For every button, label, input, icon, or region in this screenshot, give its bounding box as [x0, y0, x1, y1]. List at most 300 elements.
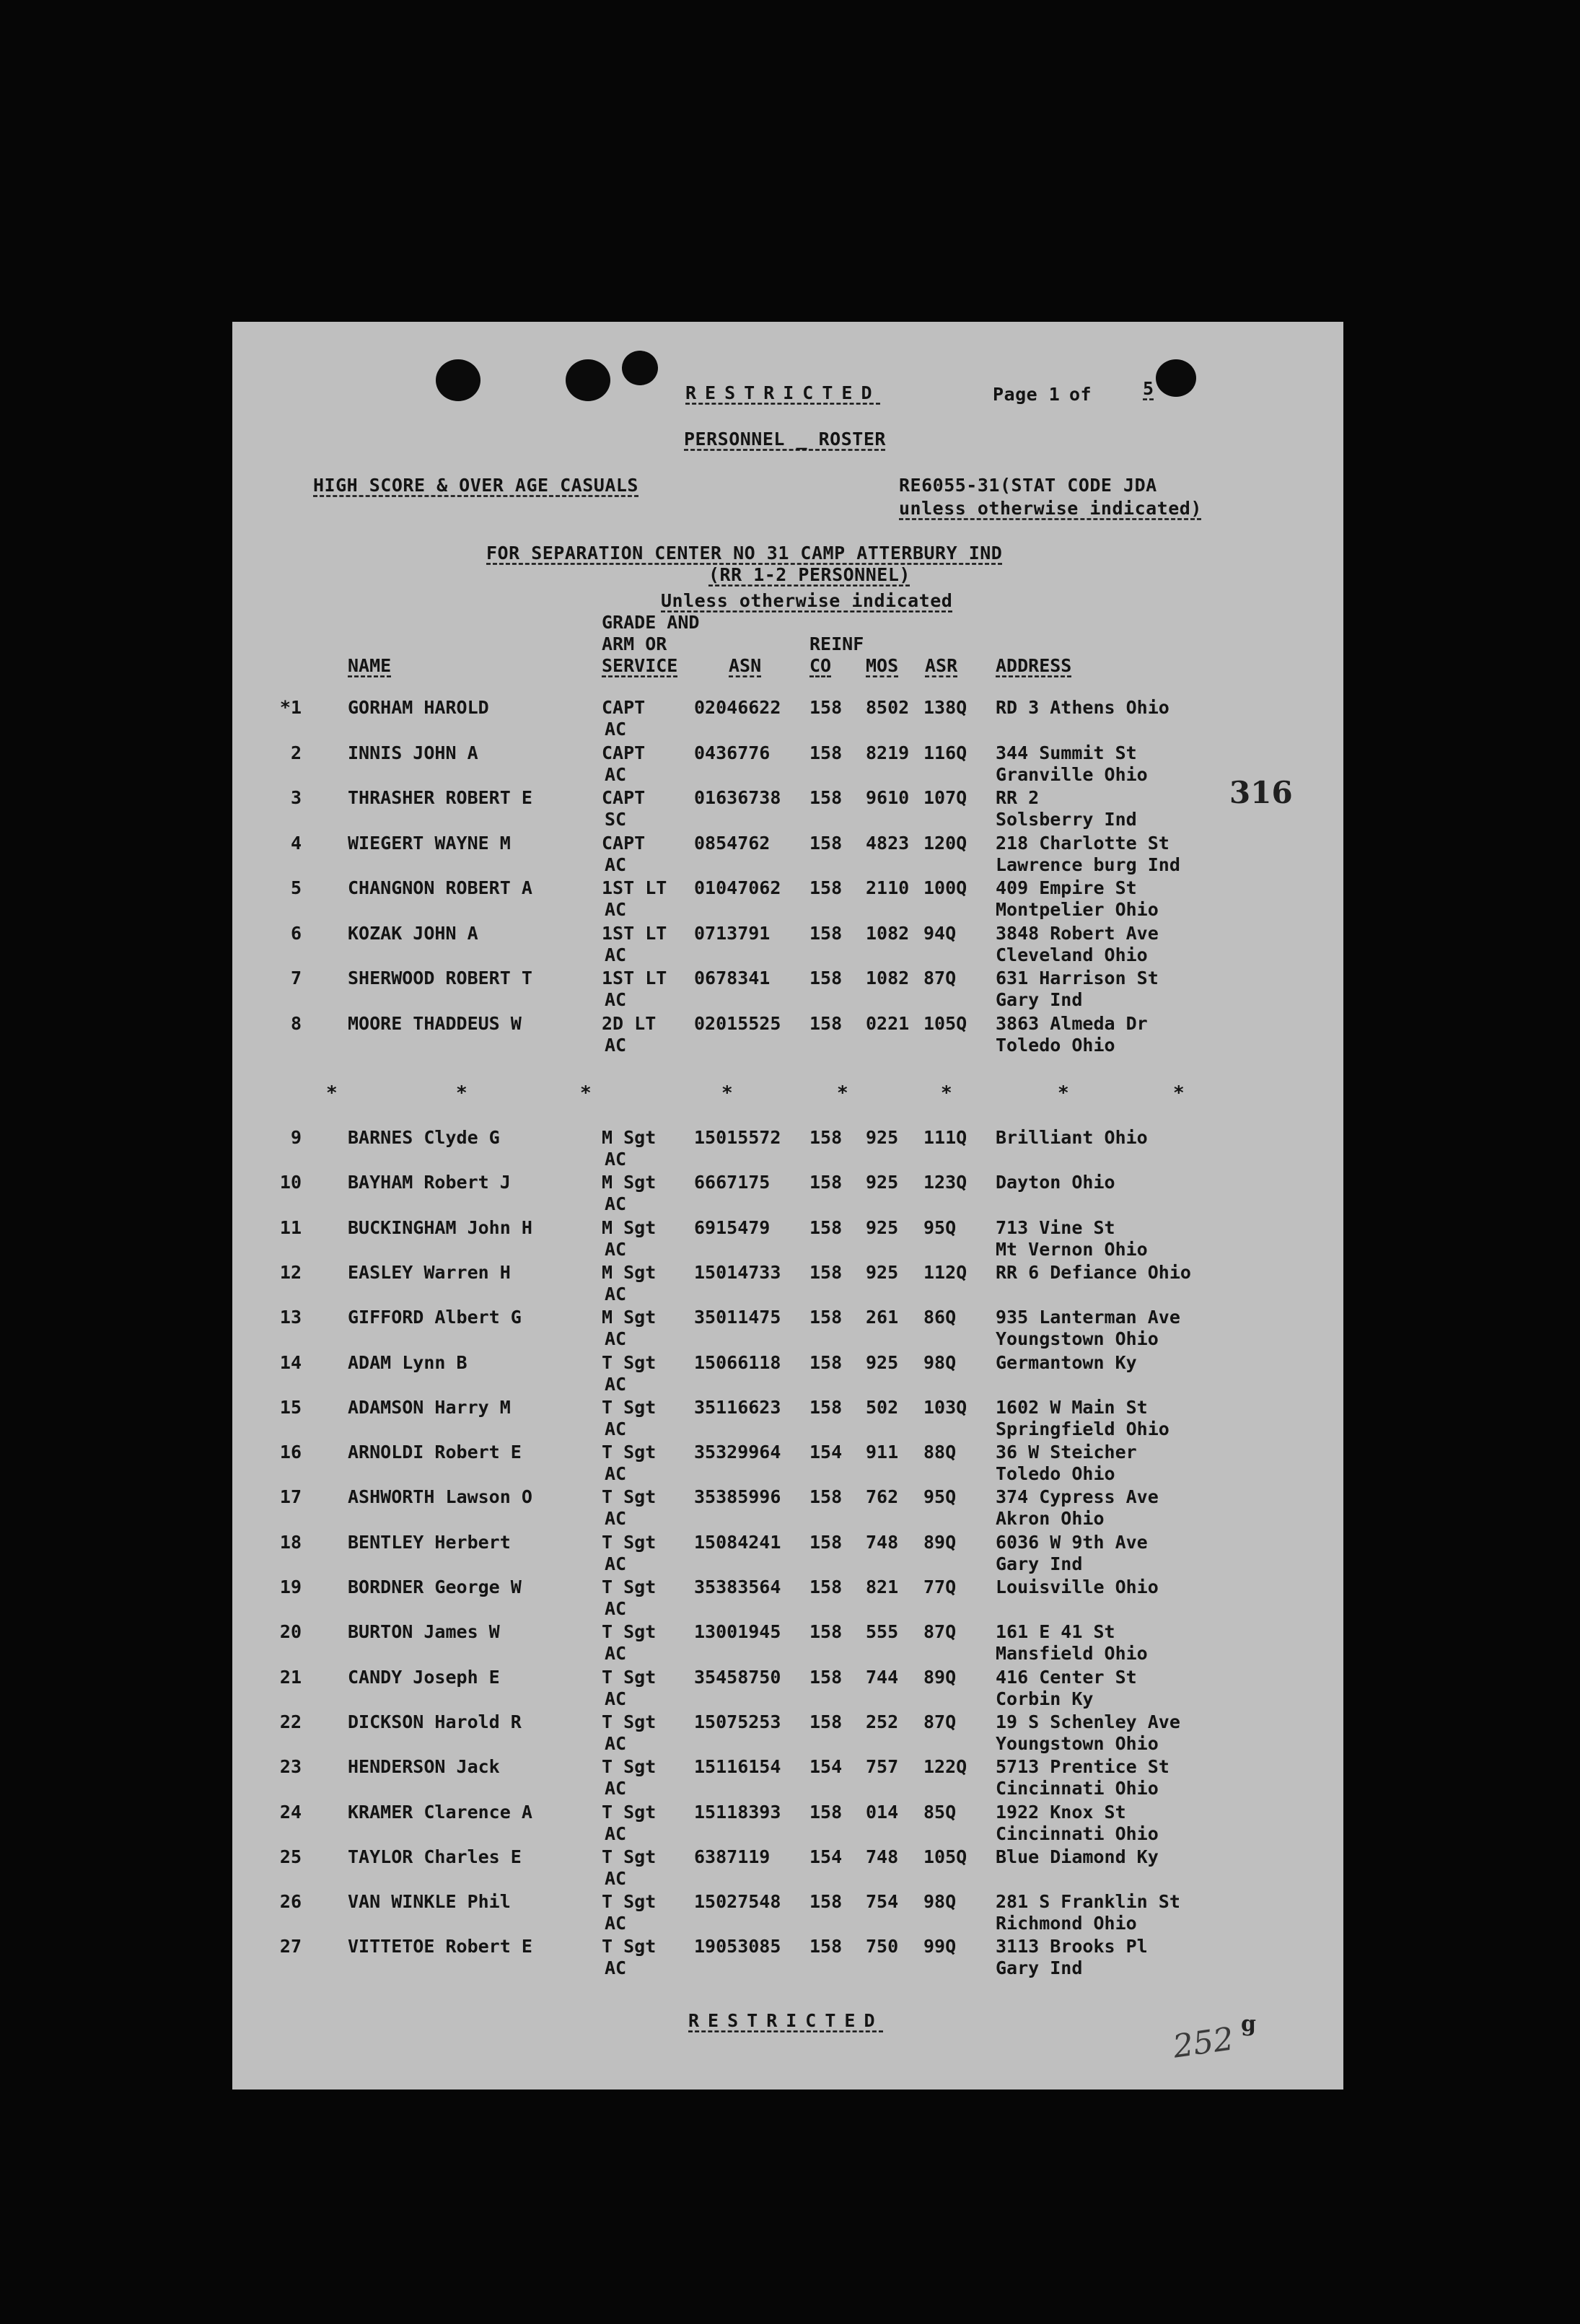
row-reinf-co: 154: [809, 1846, 843, 1867]
row-address-line-2: Mt Vernon Ohio: [996, 1238, 1148, 1260]
row-asn: 0678341: [694, 968, 771, 988]
row-name: ARNOLDI Robert E: [348, 1442, 522, 1463]
row-asr: 98Q: [923, 1351, 957, 1373]
row-asn: 6667175: [694, 1172, 771, 1193]
row-name: GORHAM HAROLD: [348, 697, 489, 718]
row-asr: 112Q: [923, 1261, 967, 1283]
column-header-grade-line: SERVICE: [602, 655, 678, 676]
row-arm-service: AC: [605, 944, 627, 965]
table-row: [232, 1667, 1343, 1711]
row-address-line-2: Montpelier Ohio: [996, 899, 1159, 920]
row-address-line-2: Gary Ind: [996, 989, 1083, 1010]
row-reinf-co: 158: [809, 1261, 843, 1283]
row-address-line-1: Brilliant Ohio: [996, 1127, 1148, 1148]
table-row: [232, 1262, 1343, 1307]
row-grade: CAPT: [602, 742, 646, 763]
row-asr: 89Q: [923, 1531, 957, 1553]
row-name: EASLEY Warren H: [348, 1261, 511, 1283]
row-address-line-1: 19 S Schenley Ave: [996, 1711, 1180, 1732]
row-asr: 100Q: [923, 877, 967, 898]
row-reinf-co: 158: [809, 1172, 843, 1193]
row-name: BURTON James W: [348, 1621, 500, 1643]
row-name: GIFFORD Albert G: [348, 1307, 522, 1328]
row-arm-service: AC: [605, 1193, 627, 1215]
row-asr: 87Q: [923, 1711, 957, 1732]
row-reinf-co: 158: [809, 1801, 843, 1823]
row-mos: 8219: [866, 742, 910, 763]
row-number: 2: [290, 742, 302, 763]
row-grade: T Sgt: [602, 1891, 657, 1913]
row-mos: 1082: [866, 968, 910, 988]
row-asn: 15075253: [694, 1711, 781, 1732]
row-mos: 9610: [866, 787, 910, 808]
destination-line-1: FOR SEPARATION CENTER NO 31 CAMP ATTERBURY IND: [486, 543, 1003, 564]
row-address-line-2: Toledo Ohio: [996, 1463, 1115, 1485]
row-reinf-co: 158: [809, 1351, 843, 1373]
row-name: BENTLEY Herbert: [348, 1531, 511, 1553]
row-arm-service: AC: [605, 1732, 627, 1754]
row-grade: 1ST LT: [602, 922, 667, 944]
row-asr: 95Q: [923, 1216, 957, 1238]
row-address-line-2: Toledo Ohio: [996, 1034, 1115, 1056]
row-arm-service: AC: [605, 1463, 627, 1485]
row-mos: 261: [866, 1307, 899, 1328]
row-arm-service: AC: [605, 854, 627, 875]
row-name: CHANGNON ROBERT A: [348, 877, 532, 898]
table-row: [232, 1013, 1343, 1058]
table-row: [232, 1307, 1343, 1351]
row-asr: 103Q: [923, 1396, 967, 1418]
row-asn: 15014733: [694, 1261, 781, 1283]
row-asr: 77Q: [923, 1577, 957, 1597]
row-reinf-co: 158: [809, 1216, 843, 1238]
restricted-header: RESTRICTED: [685, 382, 881, 403]
row-address-line-1: 36 W Steicher: [996, 1442, 1137, 1463]
table-row: [232, 1172, 1343, 1216]
row-mos: 0221: [866, 1012, 910, 1034]
row-asn: 02015525: [694, 1012, 781, 1034]
row-arm-service: AC: [605, 1598, 627, 1619]
row-reinf-co: 158: [809, 1891, 843, 1913]
row-address-line-1: 1922 Knox St: [996, 1801, 1126, 1823]
row-asr: 88Q: [923, 1442, 957, 1463]
row-grade: M Sgt: [602, 1216, 657, 1238]
row-grade: 1ST LT: [602, 877, 667, 898]
row-arm-service: AC: [605, 1238, 627, 1260]
row-asr: 94Q: [923, 922, 957, 944]
row-arm-service: AC: [605, 899, 627, 920]
row-reinf-co: 158: [809, 968, 843, 988]
column-header-grade-line: GRADE AND: [602, 612, 700, 633]
row-asr: 111Q: [923, 1127, 967, 1148]
row-name: VITTETOE Robert E: [348, 1936, 532, 1957]
row-mos: 748: [866, 1531, 899, 1553]
row-asr: 138Q: [923, 697, 967, 718]
row-address-line-1: 1602 W Main St: [996, 1396, 1148, 1418]
row-grade: 1ST LT: [602, 968, 667, 988]
row-number: 10: [279, 1172, 302, 1193]
separator-asterisk: *: [721, 1082, 733, 1104]
row-name: SHERWOOD ROBERT T: [348, 968, 532, 988]
row-reinf-co: 158: [809, 1711, 843, 1732]
row-address-line-2: Mansfield Ohio: [996, 1643, 1148, 1665]
column-header-asr: ASR: [925, 655, 958, 676]
separator-asterisk: *: [837, 1082, 848, 1104]
table-row: [232, 1756, 1343, 1801]
row-address-line-1: Dayton Ohio: [996, 1172, 1115, 1193]
row-asn: 35011475: [694, 1307, 781, 1328]
separator-asterisk: *: [326, 1082, 338, 1104]
separator-asterisk: *: [456, 1082, 468, 1104]
row-asn: 01047062: [694, 877, 781, 898]
table-row: [232, 1397, 1343, 1442]
row-reinf-co: 158: [809, 1396, 843, 1418]
row-name: ASHWORTH Lawson O: [348, 1486, 532, 1508]
row-address-line-2: Gary Ind: [996, 1957, 1083, 1979]
row-asn: 13001945: [694, 1621, 781, 1643]
separator-asterisk: *: [1173, 1082, 1185, 1104]
table-row: [232, 742, 1343, 787]
row-name: ADAMSON Harry M: [348, 1396, 511, 1418]
row-number: 14: [279, 1351, 302, 1373]
row-mos: 2110: [866, 877, 910, 898]
column-header-reinf-line: CO: [809, 655, 832, 676]
row-reinf-co: 154: [809, 1756, 843, 1778]
table-row: [232, 833, 1343, 877]
row-asr: 87Q: [923, 1621, 957, 1643]
page-label: Page 1: [993, 384, 1061, 405]
row-asr: 105Q: [923, 1846, 967, 1867]
row-name: BORDNER George W: [348, 1577, 522, 1597]
row-reinf-co: 158: [809, 1577, 843, 1597]
row-arm-service: AC: [605, 1688, 627, 1709]
column-header-grade-line: ARM OR: [602, 633, 667, 654]
row-address-line-2: Gary Ind: [996, 1553, 1083, 1574]
table-row: [232, 1891, 1343, 1936]
row-address-line-2: Corbin Ky: [996, 1688, 1094, 1709]
row-number: 5: [290, 877, 302, 898]
row-mos: 925: [866, 1172, 899, 1193]
row-mos: 748: [866, 1846, 899, 1867]
row-asr: 95Q: [923, 1486, 957, 1508]
row-asn: 01636738: [694, 787, 781, 808]
table-row: [232, 1846, 1343, 1891]
row-arm-service: AC: [605, 719, 627, 740]
row-grade: M Sgt: [602, 1307, 657, 1328]
row-asr: 122Q: [923, 1756, 967, 1778]
order-line-2: unless otherwise indicated): [899, 498, 1202, 519]
row-number: 15: [279, 1396, 302, 1418]
row-arm-service: AC: [605, 1508, 627, 1530]
row-address-line-1: Germantown Ky: [996, 1351, 1137, 1373]
row-arm-service: AC: [605, 1553, 627, 1574]
row-number: 26: [279, 1891, 302, 1913]
row-grade: T Sgt: [602, 1577, 657, 1597]
table-row: [232, 923, 1343, 968]
row-asr: 107Q: [923, 787, 967, 808]
row-address-line-1: 631 Harrison St: [996, 968, 1159, 988]
row-number: *1: [279, 697, 302, 718]
row-mos: 252: [866, 1711, 899, 1732]
punch-hole: [566, 359, 610, 401]
table-row: [232, 1802, 1343, 1846]
row-asr: 89Q: [923, 1666, 957, 1688]
row-address-line-1: Blue Diamond Ky: [996, 1846, 1159, 1867]
row-number: 27: [279, 1936, 302, 1957]
handwritten-number: 252: [1170, 2020, 1237, 2066]
row-reinf-co: 158: [809, 697, 843, 718]
row-name: WIEGERT WAYNE M: [348, 832, 511, 854]
table-row: [232, 1442, 1343, 1486]
row-grade: T Sgt: [602, 1846, 657, 1867]
row-number: 11: [279, 1216, 302, 1238]
row-reinf-co: 158: [809, 1127, 843, 1148]
table-row: [232, 787, 1343, 832]
row-reinf-co: 158: [809, 1012, 843, 1034]
row-mos: 4823: [866, 832, 910, 854]
row-arm-service: AC: [605, 1823, 627, 1844]
row-address-line-1: 6036 W 9th Ave: [996, 1531, 1148, 1553]
row-number: 19: [279, 1577, 302, 1597]
row-mos: 757: [866, 1756, 899, 1778]
table-row: [232, 1127, 1343, 1172]
row-address-line-1: 416 Center St: [996, 1666, 1137, 1688]
row-address-line-1: 281 S Franklin St: [996, 1891, 1180, 1913]
row-address-line-1: 409 Empire St: [996, 877, 1137, 898]
table-row: [232, 1352, 1343, 1397]
restricted-footer: RESTRICTED: [688, 2010, 884, 2031]
row-asn: 02046622: [694, 697, 781, 718]
row-number: 17: [279, 1486, 302, 1508]
row-mos: 1082: [866, 922, 910, 944]
column-header-name: NAME: [348, 655, 392, 676]
row-address-line-1: 344 Summit St: [996, 742, 1137, 763]
row-asn: 15084241: [694, 1531, 781, 1553]
table-row: [232, 1621, 1343, 1666]
row-asn: 35383564: [694, 1577, 781, 1597]
row-name: BAYHAM Robert J: [348, 1172, 511, 1193]
row-address-line-2: Lawrence burg Ind: [996, 854, 1180, 875]
row-asn: 6387119: [694, 1846, 771, 1867]
row-address-line-1: 935 Lanterman Ave: [996, 1307, 1180, 1328]
row-grade: M Sgt: [602, 1261, 657, 1283]
table-row: [232, 1217, 1343, 1262]
row-name: BARNES Clyde G: [348, 1127, 500, 1148]
row-arm-service: AC: [605, 1778, 627, 1799]
order-line-1: RE6055-31(STAT CODE JDA: [899, 475, 1157, 496]
row-mos: 502: [866, 1396, 899, 1418]
row-asn: 6915479: [694, 1216, 771, 1238]
row-address-line-1: 3113 Brooks Pl: [996, 1936, 1148, 1957]
separator-asterisk: *: [1058, 1082, 1069, 1104]
row-reinf-co: 158: [809, 1936, 843, 1957]
row-asr: 116Q: [923, 742, 967, 763]
row-mos: 744: [866, 1666, 899, 1688]
casual-category: HIGH SCORE & OVER AGE CASUALS: [313, 475, 638, 496]
row-name: THRASHER ROBERT E: [348, 787, 532, 808]
row-address-line-1: RR 6 Defiance Ohio: [996, 1261, 1191, 1283]
row-asr: 105Q: [923, 1012, 967, 1034]
row-number: 3: [290, 787, 302, 808]
separator-asterisk: *: [941, 1082, 952, 1104]
row-number: 13: [279, 1307, 302, 1328]
row-name: HENDERSON Jack: [348, 1756, 500, 1778]
row-reinf-co: 154: [809, 1442, 843, 1463]
row-name: ADAM Lynn B: [348, 1351, 468, 1373]
row-address-line-2: Youngstown Ohio: [996, 1732, 1159, 1754]
row-asn: 15015572: [694, 1127, 781, 1148]
row-name: KRAMER Clarence A: [348, 1801, 532, 1823]
row-name: INNIS JOHN A: [348, 742, 478, 763]
row-address-line-2: Granville Ohio: [996, 763, 1148, 785]
row-name: CANDY Joseph E: [348, 1666, 500, 1688]
row-arm-service: AC: [605, 1643, 627, 1665]
row-arm-service: AC: [605, 1034, 627, 1056]
row-name: KOZAK JOHN A: [348, 922, 478, 944]
row-reinf-co: 158: [809, 877, 843, 898]
row-asr: 123Q: [923, 1172, 967, 1193]
table-row: [232, 1711, 1343, 1756]
row-arm-service: AC: [605, 989, 627, 1010]
row-arm-service: AC: [605, 1418, 627, 1439]
row-number: 9: [290, 1127, 302, 1148]
column-header-mos: MOS: [866, 655, 899, 676]
row-reinf-co: 158: [809, 922, 843, 944]
row-address-line-1: 713 Vine St: [996, 1216, 1115, 1238]
row-address-line-2: Solsberry Ind: [996, 809, 1137, 830]
row-mos: 925: [866, 1351, 899, 1373]
row-number: 24: [279, 1801, 302, 1823]
row-grade: CAPT: [602, 787, 646, 808]
row-arm-service: AC: [605, 1957, 627, 1979]
row-number: 7: [290, 968, 302, 988]
row-asr: 98Q: [923, 1891, 957, 1913]
row-reinf-co: 158: [809, 1621, 843, 1643]
row-mos: 911: [866, 1442, 899, 1463]
punch-hole: [622, 351, 658, 385]
row-number: 25: [279, 1846, 302, 1867]
row-reinf-co: 158: [809, 742, 843, 763]
row-arm-service: AC: [605, 1328, 627, 1350]
row-grade: T Sgt: [602, 1442, 657, 1463]
row-asn: 15027548: [694, 1891, 781, 1913]
table-row: [232, 1486, 1343, 1531]
row-grade: T Sgt: [602, 1621, 657, 1643]
row-asn: 35329964: [694, 1442, 781, 1463]
row-grade: T Sgt: [602, 1936, 657, 1957]
row-arm-service: AC: [605, 1283, 627, 1304]
stamp-number: 316: [1229, 775, 1293, 810]
row-grade: T Sgt: [602, 1666, 657, 1688]
row-address-line-1: 374 Cypress Ave: [996, 1486, 1159, 1508]
row-name: MOORE THADDEUS W: [348, 1012, 522, 1034]
row-mos: 762: [866, 1486, 899, 1508]
row-asr: 86Q: [923, 1307, 957, 1328]
row-grade: T Sgt: [602, 1531, 657, 1553]
punch-hole: [436, 359, 480, 401]
row-reinf-co: 158: [809, 1666, 843, 1688]
row-name: VAN WINKLE Phil: [348, 1891, 511, 1913]
table-row: [232, 877, 1343, 922]
roster-page: [232, 322, 1343, 2090]
row-address-line-2: Cincinnati Ohio: [996, 1823, 1159, 1844]
row-number: 18: [279, 1531, 302, 1553]
column-header-address: ADDRESS: [996, 655, 1072, 676]
row-address-line-2: Cincinnati Ohio: [996, 1778, 1159, 1799]
row-asn: 35385996: [694, 1486, 781, 1508]
row-asr: 120Q: [923, 832, 967, 854]
row-asn: 35116623: [694, 1396, 781, 1418]
row-address-line-2: Cleveland Ohio: [996, 944, 1148, 965]
row-mos: 750: [866, 1936, 899, 1957]
row-address-line-1: 3863 Almeda Dr: [996, 1012, 1148, 1034]
row-number: 16: [279, 1442, 302, 1463]
page-of: of: [1069, 384, 1092, 405]
row-mos: 754: [866, 1891, 899, 1913]
row-grade: T Sgt: [602, 1486, 657, 1508]
row-number: 6: [290, 922, 302, 944]
row-mos: 014: [866, 1801, 899, 1823]
row-asr: 85Q: [923, 1801, 957, 1823]
row-reinf-co: 158: [809, 1307, 843, 1328]
row-address-line-1: 161 E 41 St: [996, 1621, 1115, 1643]
row-number: 12: [279, 1261, 302, 1283]
row-asn: 0854762: [694, 832, 771, 854]
separator-asterisk: *: [580, 1082, 592, 1104]
row-asn: 19053085: [694, 1936, 781, 1957]
row-number: 23: [279, 1756, 302, 1778]
column-header-asn: ASN: [729, 655, 762, 676]
row-arm-service: AC: [605, 1867, 627, 1889]
row-name: DICKSON Harold R: [348, 1711, 522, 1732]
row-arm-service: SC: [605, 809, 627, 830]
row-number: 20: [279, 1621, 302, 1643]
row-address-line-1: 3848 Robert Ave: [996, 922, 1159, 944]
row-grade: T Sgt: [602, 1351, 657, 1373]
corner-mark: g: [1241, 2012, 1256, 2037]
column-header-reinf-line: REINF: [809, 633, 864, 654]
row-grade: M Sgt: [602, 1172, 657, 1193]
table-row: [232, 697, 1343, 742]
row-grade: T Sgt: [602, 1711, 657, 1732]
row-asn: 15116154: [694, 1756, 781, 1778]
row-number: 22: [279, 1711, 302, 1732]
row-number: 8: [290, 1012, 302, 1034]
row-address-line-2: Akron Ohio: [996, 1508, 1105, 1530]
row-grade: T Sgt: [602, 1801, 657, 1823]
row-mos: 821: [866, 1577, 899, 1597]
row-arm-service: AC: [605, 1913, 627, 1934]
row-arm-service: AC: [605, 1149, 627, 1170]
table-row: [232, 1936, 1343, 1981]
row-grade: M Sgt: [602, 1127, 657, 1148]
row-grade: 2D LT: [602, 1012, 657, 1034]
destination-line-2: (RR 1-2 PERSONNEL): [708, 564, 910, 585]
row-address-line-1: Louisville Ohio: [996, 1577, 1159, 1597]
row-asn: 15118393: [694, 1801, 781, 1823]
row-mos: 555: [866, 1621, 899, 1643]
row-address-line-1: 5713 Prentice St: [996, 1756, 1169, 1778]
row-address-line-2: Richmond Ohio: [996, 1913, 1137, 1934]
row-number: 21: [279, 1666, 302, 1688]
row-address-line-2: Youngstown Ohio: [996, 1328, 1159, 1350]
row-reinf-co: 158: [809, 832, 843, 854]
document-title: PERSONNEL _ ROSTER: [684, 429, 886, 450]
row-asr: 87Q: [923, 968, 957, 988]
destination-line-3: Unless otherwise indicated: [661, 590, 953, 611]
row-address-line-1: RD 3 Athens Ohio: [996, 697, 1169, 718]
row-grade: CAPT: [602, 697, 646, 718]
